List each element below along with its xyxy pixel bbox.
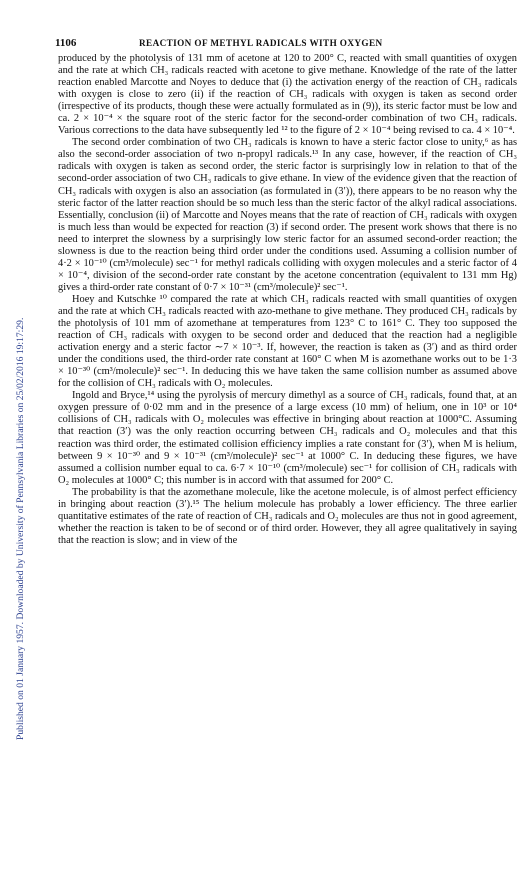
- paragraph: The probability is that the azomethane molecule, like the acetone molecule, is of almost perfect efficiency in bringing about reaction (3′).¹⁵ The helium molecule has probably a lower efficiency. The three earlier quantitative estimates of the rate of reaction of CH₃ radicals and O₂ molecules are thus not in good agreement, whether the reaction is taken to be of second or of third order. However, they all agree qualitatively in saying that the reaction is slow; and in view of the: [58, 486, 517, 546]
- paragraph: Hoey and Kutschke ¹⁰ compared the rate at which CH₃ radicals reacted with small quantities of oxygen and the rate at which CH₃ radicals reacted with azo-methane to give methane. They produced CH₃ radicals by the photolysis of 101 mm of azomethane at temperatures from 123° C to 161° C. They too supposed the reaction of CH₃ radicals with oxygen to be second order and deduced that the reaction had a negligible activation energy and a steric factor ∼7 × 10⁻³. If, however, the reaction is taken as (3′) and as third order under the conditions used, the third-order rate constant at 160° C when M is azomethane works out to be 1·3 × 10⁻³⁰ (cm³/molecule)² sec⁻¹. In deducing this we have taken the same collision number as assumed above for the collision of CH₃ radicals with O₂ molecules.: [58, 293, 517, 390]
- page-header: [55, 37, 515, 51]
- running-title: REACTION OF METHYL RADICALS WITH OXYGEN: [139, 38, 383, 48]
- article-body: [58, 53, 517, 547]
- paragraph: The second order combination of two CH₃ radicals is known to have a steric factor close to unity,⁶ as has also the second-order association of two n-propyl radicals.¹³ In any case, however, if the reaction of CH₃ radicals with oxygen is taken as second order, the steric factor is surprisingly low in relation to that of the second-order association of two CH₃ radicals to give ethane. In view of the evidence given that the reaction of CH₃ radicals with oxygen is also an association (as formulated in (3′)), there appears to be no reason why the steric factor of the latter reaction should be so much less than the steric factor of the alkyl radical associations. Essentially, conclusion (ii) of Marcotte and Noyes means that the rate of reaction of CH₃ radicals with oxygen is much less than would be expected for reaction (3) if second order. The present work shows that there is no need to interpret the slowness by a surprisingly low steric factor for an assumed second-order reaction; the slowness is due to the reaction being third order under the conditions used. Assuming a collision number of 4·2 × 10⁻¹⁰ (cm³/molecule) sec⁻¹ for methyl radicals colliding with oxygen molecules and a steric factor of 4 × 10⁻⁴, division of the second-order rate constant by the acetone concentration (equivalent to 131 mm Hg) gives a third-order rate constant of 0·7 × 10⁻³¹ (cm³/molecule)² sec⁻¹.: [58, 137, 517, 293]
- paragraph: Ingold and Bryce,¹⁴ using the pyrolysis of mercury dimethyl as a source of CH₃ radicals, found that, at an oxygen pressure of 0·02 mm and in the presence of a large excess (10 mm) of helium, one in 10³ or 10⁴ collisions of CH₃ radicals with O₂ molecules was effective in bringing about reaction at 1000°C. Assuming that reaction (3′) was the only reaction occurring between CH₃ radicals and O₂ molecules and that this reaction was third order, the estimated collision efficiency implies a rate constant for (3′), when M is helium, between 9 × 10⁻³⁰ and 9 × 10⁻³¹ (cm³/molecule)² sec⁻¹ at 1000° C. In deducing these figures, we have assumed a collision number equal to ca. 6·7 × 10⁻¹⁰ (cm³/molecule) sec⁻¹ for collision of CH₃ radicals with O₂ molecules at 1000° C; this number is in accord with that assumed for 200° C.: [58, 390, 517, 486]
- page-number: 1106: [55, 37, 77, 49]
- paragraph: produced by the photolysis of 131 mm of acetone at 120 to 200° C, reacted with small quantities of oxygen and the rate at which CH₃ radicals reacted with acetone to give methane. Knowledge of the rate of the latter reaction enabled Marcotte and Noyes to deduce that (i) the activation energy of the reaction of CH₃ radicals with oxygen is close to zero (ii) if the reaction of CH₃ radicals with oxygen is taken as second order (irrespective of its products, though these were actually formulated as in (9)), its steric factor must be low and ca. 2 × 10⁻⁴ × the square root of the steric factor for the second-order combination of two CH₃ radicals. Various corrections to the data have subsequently led ¹² to the figure of 2 × 10⁻⁴ being revised to ca. 4 × 10⁻⁴.: [58, 53, 517, 137]
- download-notice[interactable]: Published on 01 January 1957. Downloaded by University of Pennsylvania Libraries on 25/02/2016 19:17:29.: [15, 317, 26, 740]
